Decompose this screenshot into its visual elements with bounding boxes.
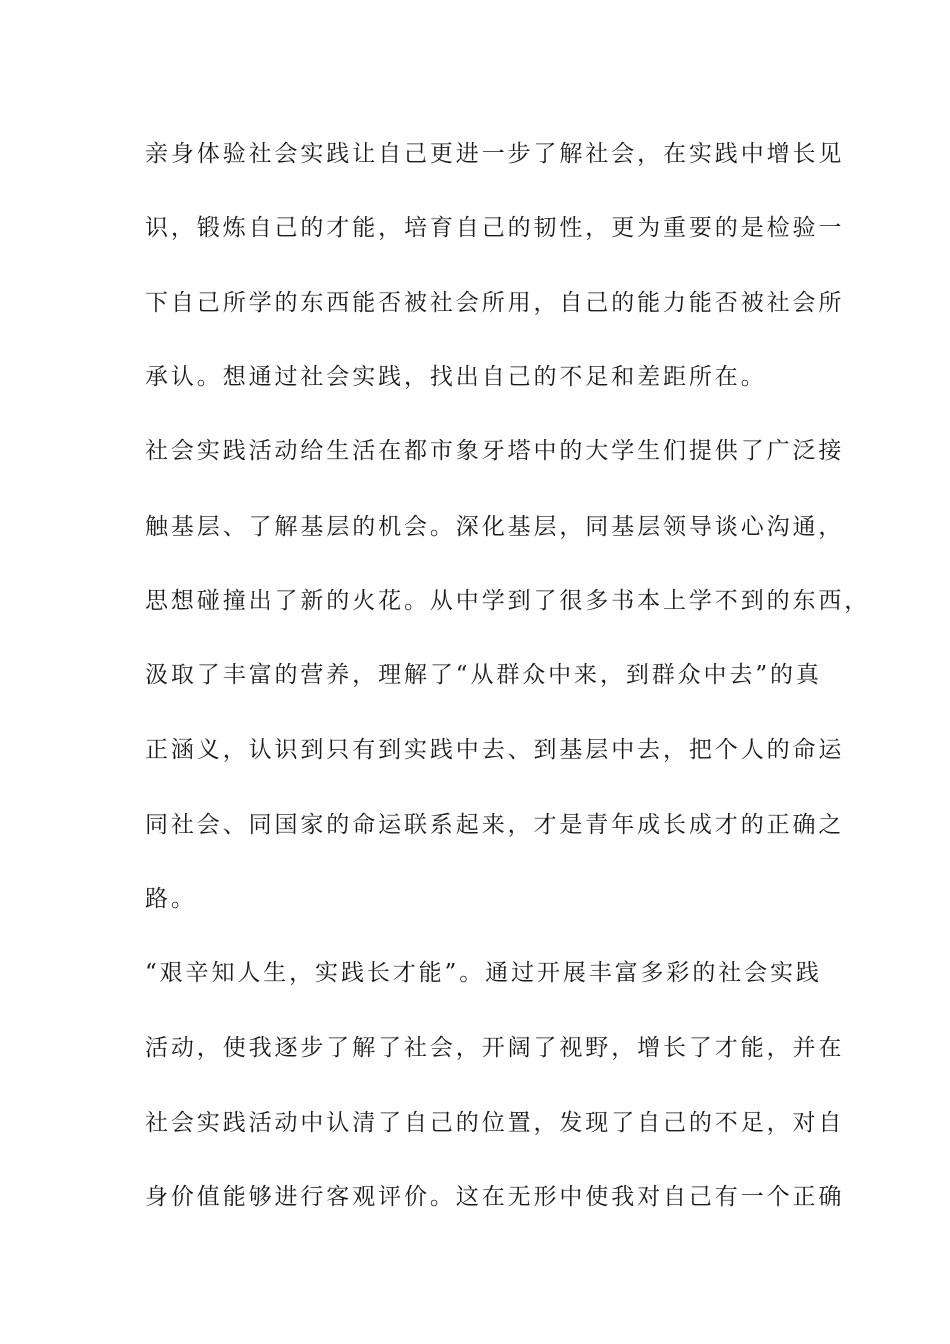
text-line: 身价值能够进行客观评价。这在无形中使我对自己有一个正确 <box>145 1184 845 1210</box>
text-line: 思想碰撞出了新的火花。从中学到了很多书本上学不到的东西， <box>145 588 871 614</box>
text-line: 社会实践活动给生活在都市象牙塔中的大学生们提供了广泛接 <box>145 438 845 464</box>
text-line: 正涵义，认识到只有到实践中去、到基层中去，把个人的命运 <box>145 737 845 763</box>
text-line: 社会实践活动中认清了自己的位置，发现了自己的不足，对自 <box>145 1110 845 1136</box>
text-line: 亲身体验社会实践让自己更进一步了解社会，在实践中增长见 <box>145 141 845 167</box>
text-line: 路。 <box>145 886 197 912</box>
text-line: 活动，使我逐步了解了社会，开阔了视野，增长了才能，并在 <box>145 1035 845 1061</box>
text-line: 汲取了丰富的营养，理解了“从群众中来，到群众中去”的真 <box>145 662 822 688</box>
text-line: 触基层、了解基层的机会。深化基层，同基层领导谈心沟通， <box>145 514 845 540</box>
text-line: “艰辛知人生，实践长才能”。通过开展丰富多彩的社会实践 <box>145 960 822 986</box>
text-line: 承认。想通过社会实践，找出自己的不足和差距所在。 <box>145 364 767 390</box>
text-line: 识，锻炼自己的才能，培育自己的韧性，更为重要的是检验一 <box>145 215 845 241</box>
text-line: 同社会、同国家的命运联系起来，才是青年成长成才的正确之 <box>145 812 845 838</box>
text-line: 下自己所学的东西能否被社会所用，自己的能力能否被社会所 <box>145 290 845 316</box>
